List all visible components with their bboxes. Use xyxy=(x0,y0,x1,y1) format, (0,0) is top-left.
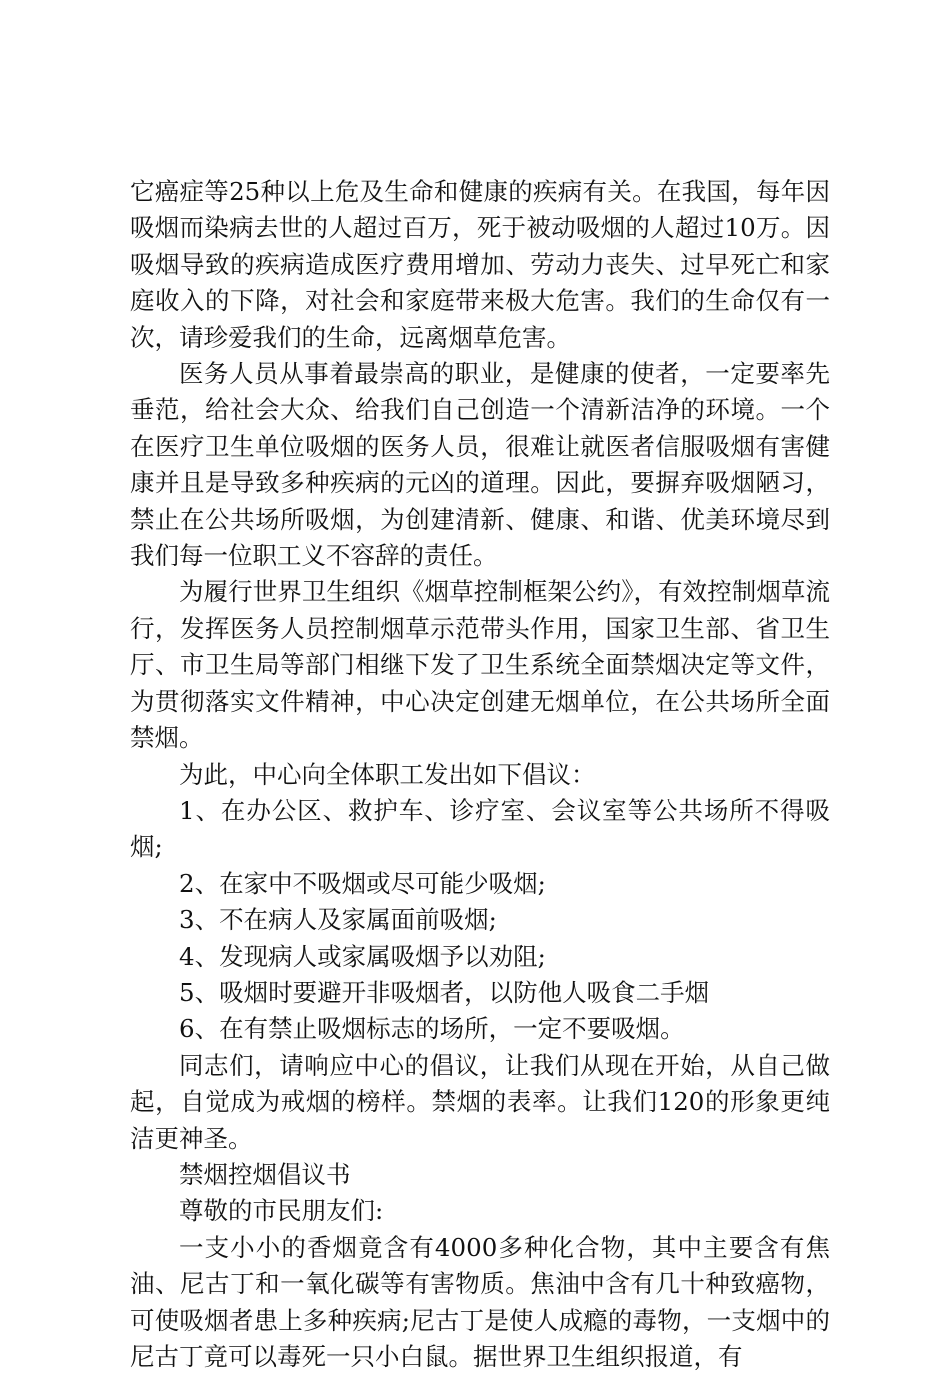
proposal-item-1: 1、在办公区、救护车、诊疗室、会议室等公共场所不得吸烟; xyxy=(130,795,830,862)
paragraph-framework-convention: 为履行世界卫生组织《烟草控制框架公约》，有效控制烟草流行，发挥医务人员控制烟草示范带头作用，国家卫生部、省卫生厅、市卫生局等部门相继下发了卫生系统全面禁烟决定等文件，为贯彻落实文件精神，中心决定创建无烟单位，在公共场所全面禁烟。 xyxy=(130,577,830,753)
salutation: 尊敬的市民朋友们: xyxy=(179,1196,384,1226)
proposal-item-3: 3、不在病人及家属面前吸烟; xyxy=(179,905,497,935)
document-body xyxy=(130,174,830,1375)
paragraph-cigarette-chemicals: 一支小小的香烟竟含有4000多种化合物，其中主要含有焦油、尼古丁和一氧化碳等有害物质。焦油中含有几十种致癌物，可使吸烟者患上多种疾病;尼古丁是使人成瘾的毒物，一支烟中的尼古丁竟可以毒死一只小白鼠。据世界卫生组织报道，有 xyxy=(130,1232,830,1371)
paragraph-call-to-action: 同志们，请响应中心的倡议，让我们从现在开始，从自己做起，自觉成为戒烟的榜样。禁烟的表率。让我们120的形象更纯洁更神圣。 xyxy=(130,1050,830,1153)
paragraph-medical-staff-role: 医务人员从事着最崇高的职业，是健康的使者，一定要率先垂范，给社会大众、给我们自己创造一个清新洁净的环境。一个在医疗卫生单位吸烟的医务人员，很难让就医者信服吸烟有害健康并且是导致多种疾病的元凶的道理。因此，要摒弃吸烟陋习，禁止在公共场所吸烟，为创建清新、健康、和谐、优美环境尽到我们每一位职工义不容辞的责任。 xyxy=(130,359,830,571)
paragraph-proposal-intro: 为此，中心向全体职工发出如下倡议： xyxy=(179,759,596,789)
proposal-item-5: 5、吸烟时要避开非吸烟者，以防他人吸食二手烟 xyxy=(179,977,710,1007)
proposal-item-4: 4、发现病人或家属吸烟予以劝阻; xyxy=(179,941,546,971)
paragraph-smoking-disease-stats: 它癌症等25种以上危及生命和健康的疾病有关。在我国，每年因吸烟而染病去世的人超过百万，死于被动吸烟的人超过10万。因吸烟导致的疾病造成医疗费用增加、劳动力丧失、过早死亡和家庭收入的下降，对社会和家庭带来极大危害。我们的生命仅有一次，请珍爱我们的生命，远离烟草危害。 xyxy=(130,177,830,352)
section-title: 禁烟控烟倡议书 xyxy=(179,1159,351,1189)
proposal-item-6: 6、在有禁止吸烟标志的场所，一定不要吸烟。 xyxy=(179,1014,685,1044)
proposal-item-2: 2、在家中不吸烟或尽可能少吸烟; xyxy=(179,868,546,898)
